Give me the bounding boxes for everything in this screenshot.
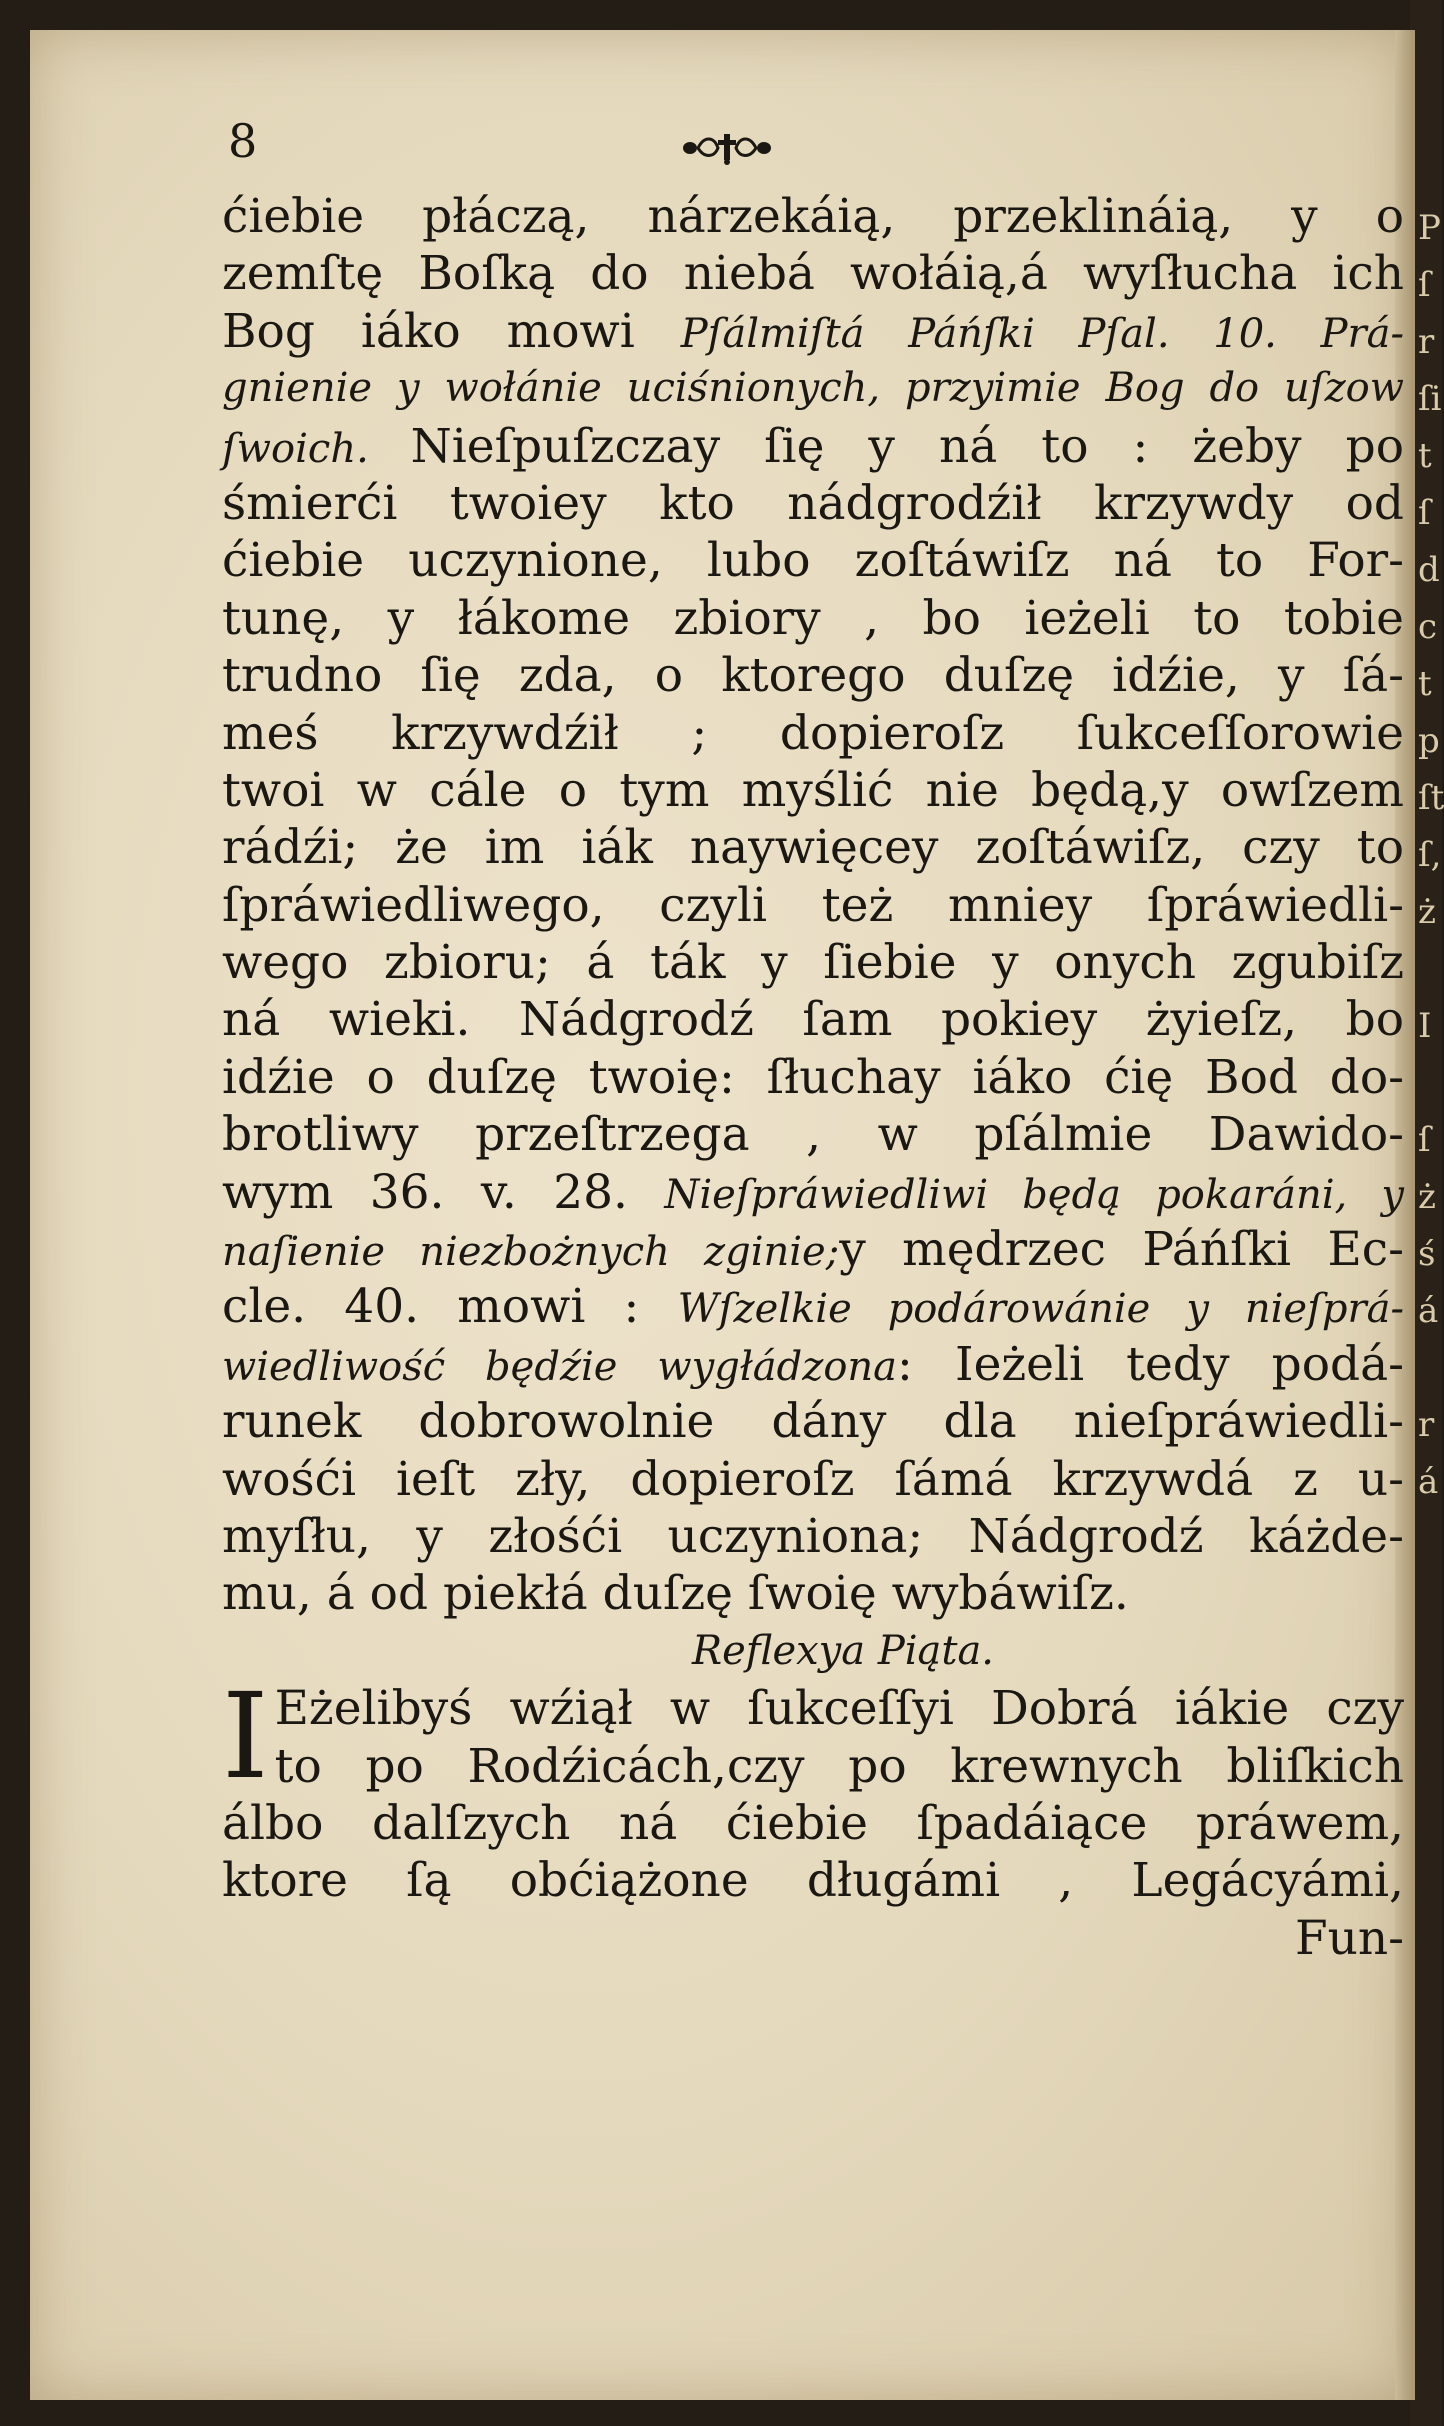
section-heading: Reflexya Piąta. xyxy=(691,1627,995,1674)
page-number: 8 xyxy=(228,114,258,168)
text-line: álbo dalſzych ná ćiebie ſpadáiące práwem, xyxy=(222,1795,1404,1851)
text-line: zemſtę Boſką do niebá wołáią,á wyſłucha ich xyxy=(222,246,1404,302)
text-line: runek dobrowolnie dány dla nieſpráwiedli- xyxy=(222,1394,1404,1450)
text-line: ćiebie płáczą, nárzekáią, przeklináią, y o xyxy=(222,189,1404,244)
text-line xyxy=(222,1164,1404,1221)
text-line: twoi w cále o tym myślić nie będą,y owſzem xyxy=(222,762,1404,818)
text-line: brotliwy przeſtrzega , w pſálmie Dawido- xyxy=(222,1107,1404,1163)
text-line: ćiebie uczynione, lubo zoſtáwiſz ná to For- xyxy=(222,533,1404,589)
facing-page-letter: á xyxy=(1418,1291,1439,1331)
facing-page-letter: ż xyxy=(1418,1177,1436,1217)
text-line xyxy=(222,1221,1404,1278)
italic-span: Nieſpráwiedliwi będą pokaráni, y xyxy=(664,1171,1404,1218)
facing-page-letter: p xyxy=(1418,721,1440,761)
text-line xyxy=(222,418,1404,475)
facing-page-letter: r xyxy=(1418,322,1435,362)
text-line: wego zbioru; á ták y ſiebie y onych zgubiſz xyxy=(222,935,1404,991)
text-line xyxy=(222,1336,1404,1393)
text-line: trudno ſię zda, o ktorego duſzę idźie, y ſá- xyxy=(222,648,1404,704)
facing-page-letter: P xyxy=(1418,208,1441,248)
text-span: wym 36. v. 28. xyxy=(222,1164,665,1220)
text-line xyxy=(222,303,1404,360)
italic-span: Wſzelkie podárowánie y nieſprá- xyxy=(677,1286,1405,1333)
facing-page-letter xyxy=(1418,1340,1440,1397)
facing-page-letter: ſi xyxy=(1418,379,1442,419)
facing-page-letter: ſ, xyxy=(1418,835,1442,875)
facing-page-letter: r xyxy=(1418,1405,1435,1445)
facing-page-letter: ſ xyxy=(1418,493,1431,533)
text-span: Bog iáko mowi xyxy=(222,303,681,359)
text-line: to po Rodźicách,czy po krewnych bliſkich xyxy=(274,1738,1404,1794)
facing-page-letter: c xyxy=(1418,607,1438,647)
text-line: rádźi; że im iák naywięcey zoſtáwiſz, czy to xyxy=(222,820,1404,876)
text-span: : Ieżeli tedy podá- xyxy=(897,1336,1405,1392)
italic-span: Pſálmiſtá Páńſki Pſal. 10. Prá- xyxy=(680,310,1404,357)
catchword: Fun- xyxy=(1294,1910,1404,1966)
facing-page-fragment xyxy=(1418,200,1444,1511)
facing-page-letter: t xyxy=(1418,664,1432,704)
italic-span: naſienie niezbożnych zginie; xyxy=(222,1229,840,1276)
facing-page-letter xyxy=(1418,1055,1440,1112)
drop-cap: I xyxy=(222,1667,269,1806)
facing-page-letter: d xyxy=(1418,550,1440,590)
facing-page-letter: ſt xyxy=(1418,778,1444,818)
text-line: ná wieki. Nádgrodź ſam pokiey żyieſz, bo xyxy=(222,992,1404,1048)
text-line: meś krzywdźił ; dopieroſz ſukceſſorowie xyxy=(222,705,1404,761)
facing-page-letter: ſ xyxy=(1418,265,1431,305)
italic-span: ſwoich. xyxy=(222,425,411,472)
facing-page-letter: ś xyxy=(1418,1234,1436,1274)
text-span: Nieſpuſzczay ſię y ná to : żeby po xyxy=(410,418,1404,474)
italic-span: wiedliwość będźie wygłádzona xyxy=(222,1343,898,1390)
text-line: ſpráwiedliwego, czyli też mniey ſpráwiedli- xyxy=(222,877,1404,933)
facing-page-letter: t xyxy=(1418,436,1432,476)
text-line: Eżelibyś wźiął w ſukceſſyi Dobrá iákie czy xyxy=(274,1681,1404,1737)
text-line: mu, á od piekłá duſzę ſwoię wybáwiſz. xyxy=(222,1566,1129,1622)
text-line xyxy=(222,1278,1404,1335)
text-span: y mędrzec Páńſki Ec- xyxy=(839,1222,1404,1278)
facing-page-letter: ż xyxy=(1418,892,1436,932)
text-span: cle. 40. mowi : xyxy=(222,1279,678,1335)
text-line: gnienie y wołánie uciśnionych, przyimie Bog do uſzow xyxy=(222,365,1404,412)
facing-page-letter: I xyxy=(1418,1006,1432,1046)
text-line: śmierći twoiey kto nádgrodźił krzywdy od xyxy=(222,475,1404,531)
text-line: tunę, y łákome zbiory , bo ieżeli to tobie xyxy=(222,590,1404,646)
facing-page-letter xyxy=(1418,941,1440,998)
text-line: wośći ieſt zły, dopieroſz ſámá krzywdá z u- xyxy=(222,1451,1404,1507)
page-body xyxy=(222,188,1404,1967)
fleuron-icon xyxy=(680,128,774,166)
text-line: myſłu, y złośći uczyniona; Nádgrodź káżde- xyxy=(222,1508,1404,1564)
facing-page-letter: á xyxy=(1418,1462,1439,1502)
text-line: idźie o duſzę twoię: ſłuchay iáko ćię Bod do- xyxy=(222,1049,1404,1105)
facing-page-letter: ſ xyxy=(1418,1120,1431,1160)
text-line: ktore ſą obćiążone długámi , Legácyámi, xyxy=(222,1853,1404,1909)
drop-cap-paragraph xyxy=(222,1667,1404,1806)
